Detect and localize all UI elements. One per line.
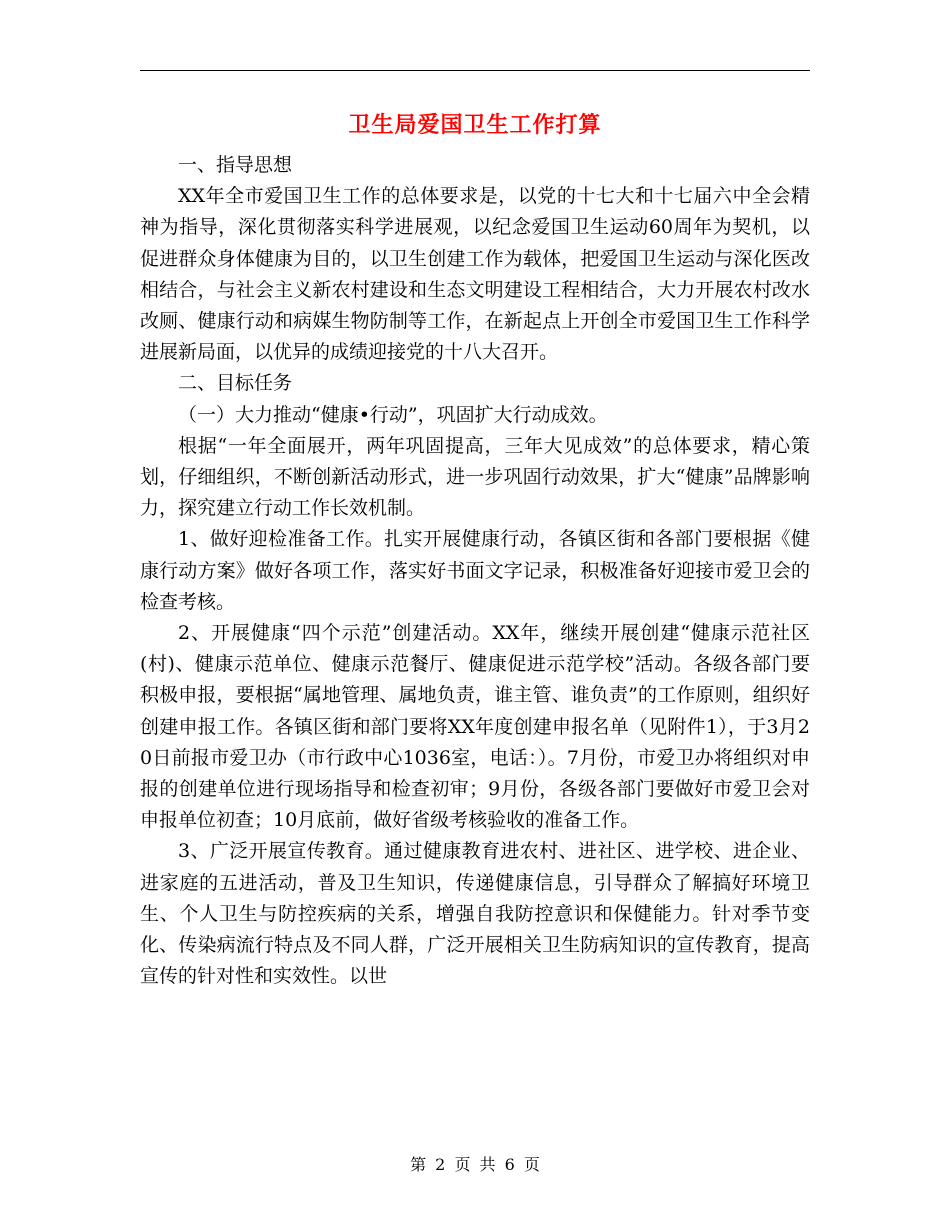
header-rule (140, 70, 810, 71)
paragraph-item-3: 3、广泛开展宣传教育。通过健康教育进农村、进社区、进学校、进企业、进家庭的五进活动，普及卫生知识，传递健康信息，引导群众了解搞好环境卫生、个人卫生与防控疾病的关系，增强自我防控意识和保健能力。针对季节变化、传染病流行特点及不同人群，广泛开展相关卫生防病知识的宣传教育，提高宣传的针对性和实效性。以世 (140, 840, 810, 988)
paragraph-overall-requirements: XX年全市爱国卫生工作的总体要求是，以党的十七大和十七届六中全会精神为指导，深化贯彻落实科学进展观，以纪念爱国卫生运动60周年为契机，以促进群众身体健康为目的，以卫生创建工作为载体，把爱国卫生运动与深化医改相结合，与社会主义新农村建设和生态文明建设工程相结合，大力开展农村改水改厕、健康行动和病媒生物防制等工作，在新起点上开创全市爱国卫生工作科学进展新局面，以优异的成绩迎接党的十八大召开。 (140, 185, 810, 364)
paragraph-item-1: 1、做好迎检准备工作。扎实开展健康行动，各镇区街和各部门要根据《健康行动方案》做好各项工作，落实好书面文字记录，积极准备好迎接市爱卫会的检查考核。 (140, 528, 810, 613)
document-body (140, 150, 810, 992)
heading-guiding-ideology: 一、指导思想 (178, 154, 293, 176)
paragraph-health-action: 根据“一年全面展开，两年巩固提高，三年大见成效”的总体要求，精心策划，仔细组织，不断创新活动形式，进一步巩固行动效果，扩大“健康”品牌影响力，探究建立行动工作长效机制。 (140, 434, 810, 520)
paragraph-item-2: 2、开展健康“四个示范”创建活动。XX年，继续开展创建“健康示范社区(村)、健康示范单位、健康示范餐厅、健康促进示范学校”活动。各级各部门要积极申报，要根据“属地管理、属地负责，谁主管、谁负责”的工作原则，组织好创建申报工作。各镇区街和部门要将XX年度创建申报名单（见附件1），于3月20日前报市爱卫办（市行政中心1036室，电话：）。7月份，市爱卫办将组织对申报的创建单位进行现场指导和检查初审；9月份，各级各部门要做好市爱卫会对申报单位初查；10月底前，做好省级考核验收的准备工作。 (140, 622, 810, 832)
document-title: 卫生局爱国卫生工作打算 (348, 112, 602, 138)
heading-goals-tasks: 二、目标任务 (178, 372, 293, 395)
page-number-footer: 第 2 页 共 6 页 (410, 1155, 540, 1174)
subheading-health-action: （一）大力推动“健康•行动”，巩固扩大行动成效。 (178, 403, 608, 426)
